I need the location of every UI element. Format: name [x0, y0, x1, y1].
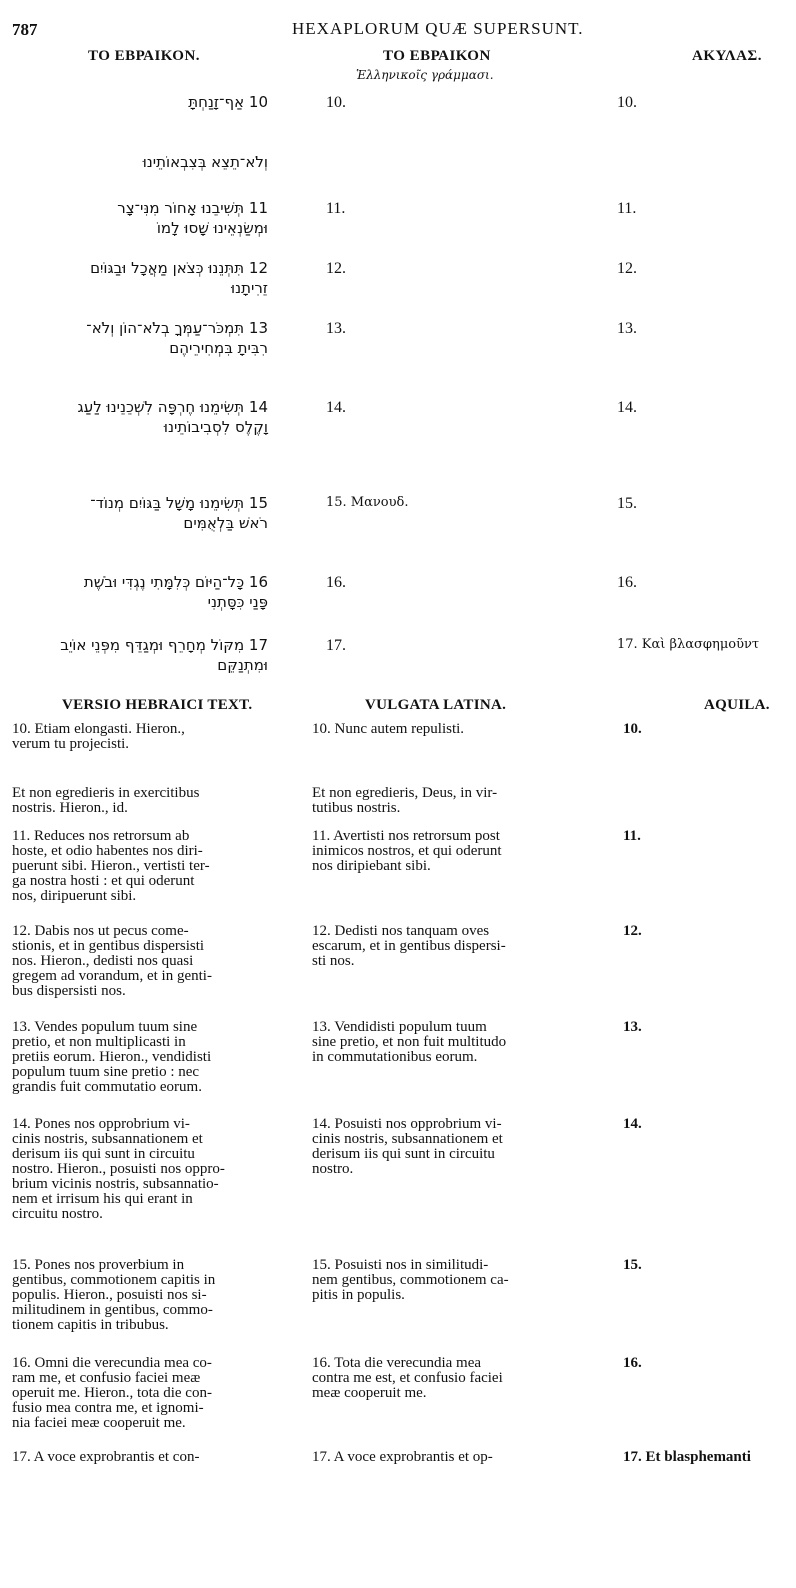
vulgata-verse: 12. Dedisti nos tanquam oves escarum, et in gentibus dispersi- sti nos. — [312, 923, 506, 969]
vulgata-verse: Et non egredieris, Deus, in vir- tutibus nostris. — [312, 785, 498, 816]
versio-verse: Et non egredieris in exercitibus nostris. Hieron., id. — [12, 785, 200, 816]
transliterated-verse: 16. — [326, 574, 346, 591]
hebrew-column-header: ΤΟ ΕΒΡΑΙΚΟΝ. — [88, 48, 201, 64]
aquila-column-header: ΑΚΥΛΑΣ. — [692, 48, 762, 64]
versio-verse: 11. Reduces nos retrorsum ab hoste, et odio habentes nos diri- puerunt sibi. Hieron., vertisti ter- ga nostra hosti : et qui oderunt nos, diripuerunt sibi. — [12, 828, 210, 904]
aquila-latin-verse: 12. — [623, 923, 642, 939]
vulgata-verse: 10. Nunc autem repulisti. — [312, 721, 465, 737]
versio-verse: 14. Pones nos opprobrium vi- cinis nostris, subsannationem et derisum iis qui sunt in circuitu nostro. Hieron., posuisti nos oppro- brium vicinis nostris, subsannatio- nem et irrisum his qui erant in circuitu nostro. — [12, 1116, 225, 1222]
vulgata-verse: 11. Avertisti nos retrorsum post inimicos nostros, et qui oderunt nos diripiebant sibi. — [312, 828, 502, 874]
aquila-verse: 12. — [617, 260, 637, 277]
versio-verse: 12. Dabis nos ut pecus come- stionis, et in gentibus dispersisti nos. Hieron., dedisti nos quasi gregem ad vorandum, et in genti- bus dispersisti nos. — [12, 923, 212, 999]
hebrew-verse: 15 תְּשִׂימֵנוּ מָשָׁל בַּגּוֹיִם מְנוֹד־ רֹאשׁ בַּלְאֻמִּים — [90, 494, 268, 532]
transliterated-column-subheader: Ἑλληνικοῖς γράμμασι. — [356, 68, 494, 82]
aquila-latin-verse: 14. — [623, 1116, 642, 1132]
aquila-latin-verse: 13. — [623, 1019, 642, 1035]
transliterated-verse: 14. — [326, 399, 346, 416]
hebrew-verse: 14 תְּשִׂימֵנוּ חֶרְפָּה לִשְׁכֵנֵינוּ לַעַג וָקֶלֶס לִסְבִיבוֹתֵינוּ — [77, 398, 268, 436]
aquila-verse: 11. — [617, 200, 637, 217]
aquila-latin-verse: 17. Et blasphemanti — [623, 1449, 751, 1465]
aquila-verse: 13. — [617, 320, 637, 337]
aquila-latin-verse: 15. — [623, 1257, 642, 1273]
versio-verse: 16. Omni die verecundia mea co- ram me, et confusio faciei meæ operuit me. Hieron., tota die con- fusio mea contra me, et ignomi- nia faciei meæ cooperuit me. — [12, 1355, 212, 1431]
vulgata-verse: 16. Tota die verecundia mea contra me est, et confusio faciei meæ cooperuit me. — [312, 1355, 503, 1401]
hebrew-verse: 13 תִּמְכֹּר־עַמְּךָ בְלֹא־הוֹן וְלֹא־ רִבִּיתָ בִּמְחִירֵיהֶם — [86, 319, 268, 357]
hebrew-verse: 12 תִּתְּנֵנוּ כְּצֹאן מַאֲכָל וּבַגּוֹיִם זֵרִיתָנוּ — [90, 259, 268, 297]
versio-verse: 10. Etiam elongasti. Hieron., verum tu projecisti. — [12, 721, 185, 752]
transliterated-verse: 12. — [326, 260, 346, 277]
transliterated-verse: 15. Μανουδ. — [326, 495, 409, 510]
running-head: HEXAPLORUM QUÆ SUPERSUNT. — [292, 19, 584, 38]
aquila-verse: 17. Καὶ βλασφημοῦντ — [617, 637, 760, 652]
vulgata-verse: 15. Posuisti nos in similitudi- nem gentibus, commotionem ca- pitis in populis. — [312, 1257, 509, 1303]
hebrew-verse: 17 מִקּוֹל מְחָרֵף וּמְגַדֵּף מִפְּנֵי אוֹיֵב וּמִתְנַקֵּם — [60, 636, 268, 674]
aquila-latin-verse: 11. — [623, 828, 641, 844]
aquila-latin-verse: 16. — [623, 1355, 642, 1371]
vulgata-verse: 13. Vendidisti populum tuum sine pretio, et non fuit multitudo in commutationibus eorum. — [312, 1019, 507, 1065]
aquila-verse: 14. — [617, 399, 637, 416]
hebrew-verse: וְלֹא־תֵצֵא בְּצִבְאוֹתֵינוּ — [142, 153, 268, 171]
aquila-latin-header: AQUILA. — [704, 697, 770, 713]
versio-verse: 15. Pones nos proverbium in gentibus, commotionem capitis in populis. Hieron., posuisti nos si- militudinem in gentibus, commo- tionem capitis in tribubus. — [12, 1257, 216, 1333]
versio-verse: 17. A voce exprobrantis et con- — [12, 1449, 200, 1465]
hebrew-verse: 16 כָּל־הַיּוֹם כְּלִמָּתִי נֶגְדִּי וּבֹשֶׁת פָּנַי כִּסָּתְנִי — [83, 573, 268, 611]
aquila-verse: 16. — [617, 574, 637, 591]
transliterated-verse: 13. — [326, 320, 346, 337]
aquila-verse: 10. — [617, 94, 637, 111]
aquila-verse: 15. — [617, 495, 637, 512]
aquila-latin-verse: 10. — [623, 721, 642, 737]
vulgata-verse: 14. Posuisti nos opprobrium vi- cinis nostris, subsannationem et derisum iis qui sunt in circuitu nostro. — [312, 1116, 503, 1177]
transliterated-column-header: ΤΟ ΕΒΡΑΙΚΟΝ — [383, 48, 491, 64]
transliterated-verse: 10. — [326, 94, 346, 111]
transliterated-verse: 17. — [326, 637, 346, 654]
versio-header: VERSIO HEBRAICI TEXT. — [62, 697, 253, 713]
vulgata-verse: 17. A voce exprobrantis et op- — [312, 1449, 493, 1465]
transliterated-verse: 11. — [326, 200, 346, 217]
hebrew-verse: 11 תְּשִׁיבֵנוּ אָחוֹר מִנִּי־צָר וּמְשַׂנְאֵינוּ שָׁסוּ לָמוֹ — [117, 199, 268, 237]
page-number: 787 — [12, 20, 38, 39]
vulgata-header: VULGATA LATINA. — [365, 697, 507, 713]
versio-verse: 13. Vendes populum tuum sine pretio, et non multiplicasti in pretiis eorum. Hieron., vendidisti populum tuum sine pretio : nec grandis fuit commutatio eorum. — [12, 1019, 212, 1095]
hebrew-verse: 10 אַף־זָנַחְתָּ — [188, 93, 268, 111]
